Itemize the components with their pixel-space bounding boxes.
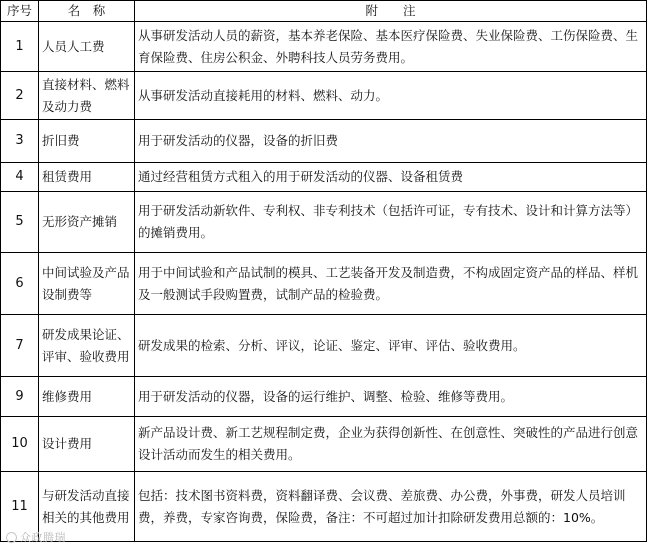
row-note: 新产品设计费、新工艺规程制定费，企业为获得创新性、在创意性、突破性的产品进行创意设计活动而发生的相关费用。 bbox=[135, 417, 647, 472]
row-name: 折旧费 bbox=[39, 120, 135, 163]
row-no: 9 bbox=[1, 377, 39, 417]
watermark bbox=[6, 529, 66, 545]
row-name: 中间试验及产品设制费等 bbox=[39, 253, 135, 315]
table-row bbox=[1, 120, 647, 163]
table-row bbox=[1, 472, 647, 542]
row-name: 直接材料、燃料及动力费 bbox=[39, 72, 135, 120]
table-row bbox=[1, 163, 647, 192]
row-note: 从事研发活动人员的薪资，基本养老保险、基本医疗保险费、失业保险费、工伤保险费、生育保险费、住房公积金、外聘科技人员劳务费用。 bbox=[135, 22, 647, 72]
row-no: 1 bbox=[1, 22, 39, 72]
row-name: 研发成果论证、评审、验收费用 bbox=[39, 315, 135, 377]
table-header-row bbox=[1, 1, 647, 22]
header-name: 名 称 bbox=[39, 1, 135, 22]
row-note: 研发成果的检索、分析、评议，论证、鉴定、评审、评估、验收费用。 bbox=[135, 315, 647, 377]
row-name: 无形资产摊销 bbox=[39, 192, 135, 253]
row-note: 用于中间试验和产品试制的模具、工艺装备开发及制造费，不构成固定资产品的样品、样机及一般测试手段购置费，试制产品的检验费。 bbox=[135, 253, 647, 315]
header-note: 附 注 bbox=[135, 1, 647, 22]
row-name: 租赁费用 bbox=[39, 163, 135, 192]
row-note: 从事研发活动直接耗用的材料、燃料、动力。 bbox=[135, 72, 647, 120]
row-no: 6 bbox=[1, 253, 39, 315]
row-note: 包括：技术图书资料费，资料翻译费、会议费、差旅费、办公费，外事费，研发人员培训费，养费，专家咨询费，保险费，备注：不可超过加计扣除研发费用总额的：10%。 bbox=[135, 472, 647, 542]
header-no: 序号 bbox=[1, 1, 39, 22]
row-no: 5 bbox=[1, 192, 39, 253]
watermark-text: 众政腾瑞 bbox=[20, 531, 66, 544]
row-note: 通过经营租赁方式租入的用于研发活动的仪器、设备租赁费 bbox=[135, 163, 647, 192]
row-name: 人员人工费 bbox=[39, 22, 135, 72]
row-no: 10 bbox=[1, 417, 39, 472]
table-row bbox=[1, 253, 647, 315]
row-note: 用于研发活动的仪器，设备的运行维护、调整、检验、维修等费用。 bbox=[135, 377, 647, 417]
row-name: 设计费用 bbox=[39, 417, 135, 472]
row-no: 11 bbox=[1, 472, 39, 542]
row-no: 2 bbox=[1, 72, 39, 120]
table-row bbox=[1, 377, 647, 417]
row-note: 用于研发活动的仪器，设备的折旧费 bbox=[135, 120, 647, 163]
row-name: 与研发活动直接相关的其他费用 bbox=[39, 472, 135, 542]
row-note: 用于研发活动新软件、专利权、非专利技术（包括许可证，专有技术、设计和计算方法等）的摊销费用。 bbox=[135, 192, 647, 253]
table-row bbox=[1, 315, 647, 377]
watermark-logo-icon bbox=[6, 532, 17, 543]
row-no: 4 bbox=[1, 163, 39, 192]
table-row bbox=[1, 22, 647, 72]
row-no: 3 bbox=[1, 120, 39, 163]
row-name: 维修费用 bbox=[39, 377, 135, 417]
row-no: 7 bbox=[1, 315, 39, 377]
table-row bbox=[1, 192, 647, 253]
table-row bbox=[1, 417, 647, 472]
table-row bbox=[1, 72, 647, 120]
